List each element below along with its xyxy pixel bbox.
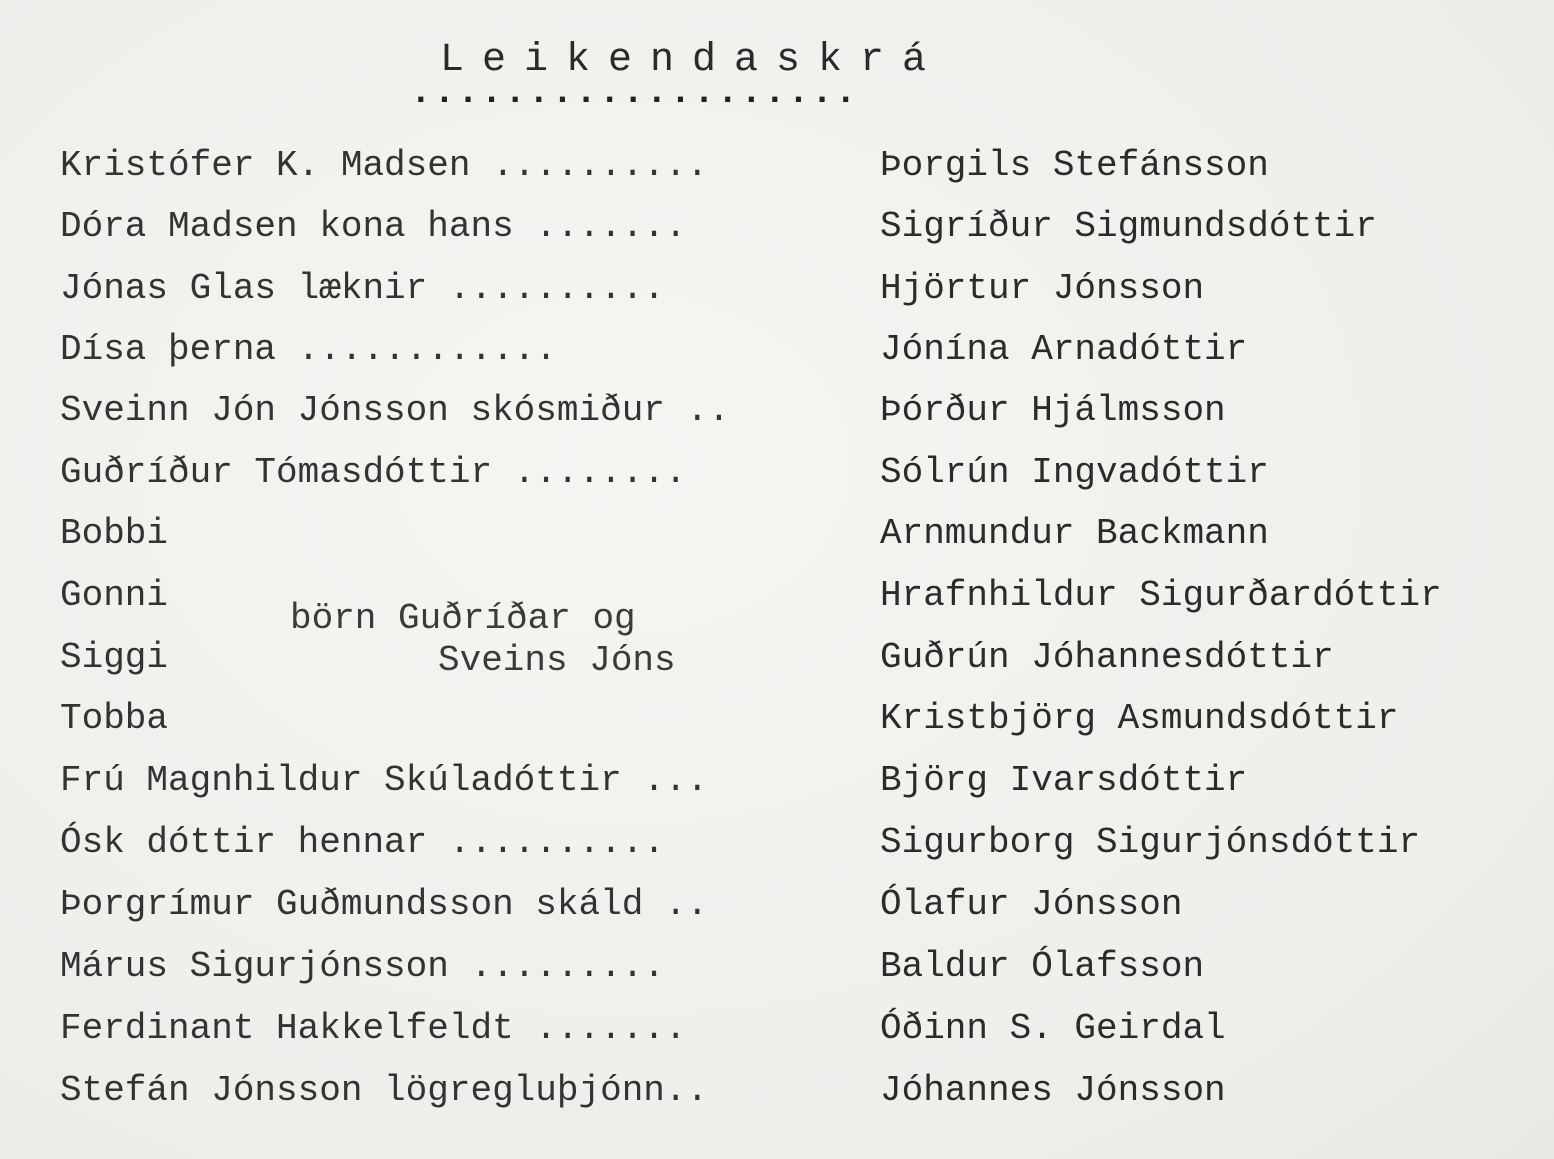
cast-row xyxy=(0,145,1554,195)
role-name: Frú Magnhildur Skúladóttir ... xyxy=(60,760,709,801)
children-note-line1: börn Guðríðar og xyxy=(290,598,636,639)
cast-row xyxy=(0,698,1554,748)
role-name: Ferdinant Hakkelfeldt ....... xyxy=(60,1008,687,1049)
actor-name: Jónína Arnadóttir xyxy=(880,329,1248,370)
cast-row xyxy=(0,513,1554,563)
cast-row xyxy=(0,1008,1554,1058)
role-name: Tobba xyxy=(60,698,169,739)
role-name: Sveinn Jón Jónsson skósmiður .. xyxy=(60,390,730,431)
children-note-line2: Sveins Jóns xyxy=(438,640,676,681)
role-name: Bobbi xyxy=(60,513,169,554)
cast-row xyxy=(0,884,1554,934)
actor-name: Þórður Hjálmsson xyxy=(880,390,1226,431)
cast-row xyxy=(0,268,1554,318)
cast-row xyxy=(0,822,1554,872)
actor-name: Hrafnhildur Sigurðardóttir xyxy=(880,575,1442,616)
actor-name: Óðinn S. Geirdal xyxy=(880,1008,1226,1049)
role-name: Márus Sigurjónsson ......... xyxy=(60,946,665,987)
role-name: Stefán Jónsson lögregluþjónn.. xyxy=(60,1070,709,1111)
cast-row xyxy=(0,1070,1554,1120)
role-name: Ósk dóttir hennar .......... xyxy=(60,822,665,863)
actor-name: Sigríður Sigmundsdóttir xyxy=(880,206,1377,247)
document-title: Leikendaskrá xyxy=(440,38,945,83)
actor-name: Guðrún Jóhannesdóttir xyxy=(880,637,1334,678)
cast-row xyxy=(0,760,1554,810)
role-name: Gonni xyxy=(60,575,169,616)
cast-row xyxy=(0,575,1554,625)
title-underline-dots: ................... xyxy=(410,72,859,113)
role-name: Guðríður Tómasdóttir ........ xyxy=(60,452,687,493)
actor-name: Hjörtur Jónsson xyxy=(880,268,1205,309)
cast-row xyxy=(0,206,1554,256)
role-name: Jónas Glas læknir .......... xyxy=(60,268,665,309)
role-name: Dísa þerna ............ xyxy=(60,329,557,370)
cast-row xyxy=(0,329,1554,379)
cast-row xyxy=(0,452,1554,502)
actor-name: Jóhannes Jónsson xyxy=(880,1070,1226,1111)
role-name: Dóra Madsen kona hans ....... xyxy=(60,206,687,247)
role-name: Þorgrímur Guðmundsson skáld .. xyxy=(60,884,709,925)
actor-name: Sigurborg Sigurjónsdóttir xyxy=(880,822,1421,863)
actor-name: Þorgils Stefánsson xyxy=(880,145,1269,186)
actor-name: Sólrún Ingvadóttir xyxy=(880,452,1269,493)
cast-row xyxy=(0,946,1554,996)
actor-name: Björg Ivarsdóttir xyxy=(880,760,1248,801)
actor-name: Arnmundur Backmann xyxy=(880,513,1269,554)
role-name: Kristófer K. Madsen .......... xyxy=(60,145,709,186)
actor-name: Ólafur Jónsson xyxy=(880,884,1183,925)
actor-name: Kristbjörg Asmundsdóttir xyxy=(880,698,1399,739)
actor-name: Baldur Ólafsson xyxy=(880,946,1205,987)
role-name: Siggi xyxy=(60,637,169,678)
cast-row xyxy=(0,390,1554,440)
cast-row xyxy=(0,637,1554,687)
